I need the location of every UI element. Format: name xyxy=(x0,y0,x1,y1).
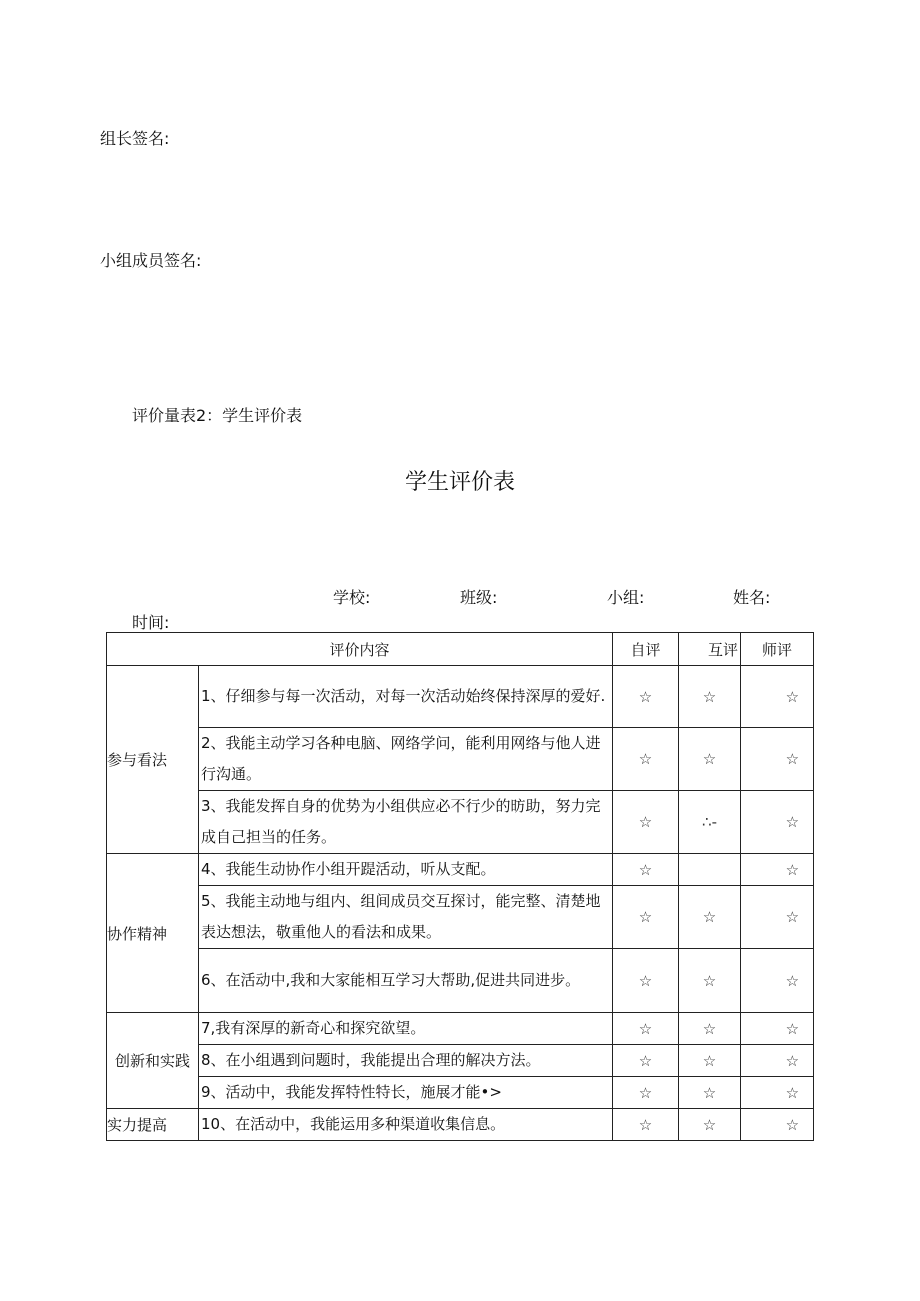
self-rating: ☆ xyxy=(613,791,679,854)
table-row xyxy=(107,666,814,728)
peer-rating: ∴- xyxy=(679,791,741,854)
members-signature-label: 小组成员签名: xyxy=(100,251,202,270)
name-label: 姓名: xyxy=(733,588,771,607)
row-text: 4、我能生动协作小组开踶活动，听从支配。 xyxy=(199,854,613,886)
header-teacher: 师评 xyxy=(741,633,814,666)
teacher-rating: ☆ xyxy=(741,949,814,1013)
row-text: 6、在活动中,我和大家能相互学习大帮助,促进共同进步。 xyxy=(199,949,613,1013)
row-text: 7,我有深厚的新奇心和探究欲望。 xyxy=(199,1013,613,1045)
teacher-rating: ☆ xyxy=(741,666,814,728)
peer-rating: ☆ xyxy=(679,666,741,728)
teacher-rating: ☆ xyxy=(741,886,814,949)
peer-rating: ☆ xyxy=(679,1045,741,1077)
leader-signature-label: 组长签名: xyxy=(100,129,170,148)
row-text: 9、活动中，我能发挥特性特长，施展才能•> xyxy=(199,1077,613,1109)
evaluation-table xyxy=(106,632,814,1141)
category-innovation: 创新和实践 xyxy=(107,1013,199,1109)
table-row xyxy=(107,1013,814,1045)
self-rating: ☆ xyxy=(613,1077,679,1109)
row-text: 1、仔细参与每一次活动，对每一次活动始终保持深厚的爱好. xyxy=(199,666,613,728)
header-content: 评价内容 xyxy=(107,633,613,666)
teacher-rating: ☆ xyxy=(741,1013,814,1045)
page-title: 学生评价表 xyxy=(404,470,515,495)
header-peer: 互评 xyxy=(679,633,741,666)
teacher-rating: ☆ xyxy=(741,1045,814,1077)
teacher-rating: ☆ xyxy=(741,1109,814,1141)
table-row xyxy=(107,949,814,1013)
self-rating: ☆ xyxy=(613,886,679,949)
category-participation: 参与看法 xyxy=(107,666,199,854)
peer-rating: ☆ xyxy=(679,949,741,1013)
row-text: 2、我能主动学习各种电脑、网络学问，能利用网络与他人进行沟通。 xyxy=(199,728,613,791)
teacher-rating: ☆ xyxy=(741,728,814,791)
self-rating: ☆ xyxy=(613,854,679,886)
peer-rating: ☆ xyxy=(679,1013,741,1045)
class-label: 班级: xyxy=(460,588,498,607)
self-rating: ☆ xyxy=(613,1013,679,1045)
table-header-row xyxy=(107,633,814,666)
teacher-rating: ☆ xyxy=(741,854,814,886)
table-row xyxy=(107,728,814,791)
teacher-rating: ☆ xyxy=(741,1077,814,1109)
self-rating: ☆ xyxy=(613,666,679,728)
header-self: 自评 xyxy=(613,633,679,666)
school-label: 学校: xyxy=(333,588,371,607)
scale-caption: 评价量表2：学生评价表 xyxy=(132,406,303,425)
category-cooperation: 协作精神 xyxy=(107,854,199,1013)
teacher-rating: ☆ xyxy=(741,791,814,854)
row-text: 8、在小组遇到问题时，我能提出合理的解决方法。 xyxy=(199,1045,613,1077)
self-rating: ☆ xyxy=(613,728,679,791)
time-label: 时间: xyxy=(132,613,170,632)
table-row xyxy=(107,854,814,886)
peer-rating xyxy=(679,854,741,886)
self-rating: ☆ xyxy=(613,1045,679,1077)
table-row xyxy=(107,1045,814,1077)
category-ability: 实力提高 xyxy=(107,1109,199,1141)
table-row xyxy=(107,1109,814,1141)
group-label: 小组: xyxy=(607,588,645,607)
table-row xyxy=(107,886,814,949)
table-row xyxy=(107,791,814,854)
row-text: 3、我能发挥自身的优势为小组供应必不行少的昉助，努力完成自己担当的任务。 xyxy=(199,791,613,854)
table-row xyxy=(107,1077,814,1109)
row-text: 5、我能主动地与组内、组间成员交互探讨，能完整、清楚地表达想法，敬重他人的看法和成果。 xyxy=(199,886,613,949)
peer-rating: ☆ xyxy=(679,1109,741,1141)
peer-rating: ☆ xyxy=(679,886,741,949)
row-text: 10、在活动中，我能运用多种渠道收集信息。 xyxy=(199,1109,613,1141)
self-rating: ☆ xyxy=(613,949,679,1013)
self-rating: ☆ xyxy=(613,1109,679,1141)
peer-rating: ☆ xyxy=(679,1077,741,1109)
peer-rating: ☆ xyxy=(679,728,741,791)
